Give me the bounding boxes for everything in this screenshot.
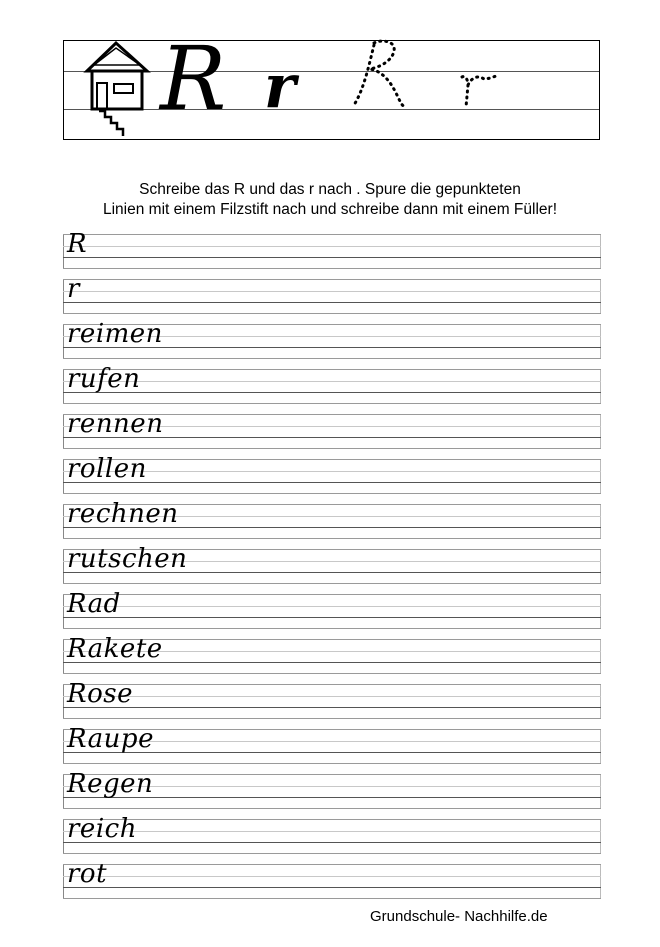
practice-row xyxy=(63,681,603,726)
guide-line-base xyxy=(63,617,601,618)
row-frame xyxy=(63,684,601,718)
house-icon xyxy=(64,41,601,141)
guide-line-mid xyxy=(63,831,601,832)
guide-line-top xyxy=(63,684,601,685)
practice-word: reich xyxy=(67,814,137,844)
guide-line-bottom xyxy=(63,808,601,809)
guide-line-top xyxy=(63,279,601,280)
guide-line-bottom xyxy=(63,268,601,269)
guide-line-bottom xyxy=(63,853,601,854)
practice-word: Rad xyxy=(67,589,121,619)
practice-word: Raupe xyxy=(67,724,154,754)
practice-word: r xyxy=(67,274,80,304)
guide-line-bottom xyxy=(63,628,601,629)
practice-word: rennen xyxy=(67,409,164,439)
guide-line-mid xyxy=(63,246,601,247)
header-dotted-capital-r xyxy=(352,41,353,42)
practice-word: R xyxy=(67,229,88,259)
guide-line-bottom xyxy=(63,538,601,539)
practice-word: rollen xyxy=(67,454,147,484)
guide-line-bottom xyxy=(63,448,601,449)
guide-line-bottom xyxy=(63,763,601,764)
practice-row xyxy=(63,771,603,816)
row-frame xyxy=(63,864,601,898)
guide-line-bottom xyxy=(63,673,601,674)
guide-line-top xyxy=(63,594,601,595)
guide-line-mid xyxy=(63,606,601,607)
guide-line-top xyxy=(63,864,601,865)
practice-row xyxy=(63,501,603,546)
instruction-line-1: Schreibe das R und das r nach . Spure die gepunkteten xyxy=(139,181,521,198)
header-capital-r: R xyxy=(160,27,227,130)
guide-line-bottom xyxy=(63,358,601,359)
guide-line-mid xyxy=(63,696,601,697)
guide-line-base xyxy=(63,257,601,258)
row-frame xyxy=(63,234,601,268)
practice-word: Rakete xyxy=(67,634,163,664)
practice-word: rutschen xyxy=(67,544,188,574)
row-frame xyxy=(63,279,601,313)
guide-line-base xyxy=(63,302,601,303)
practice-word: rufen xyxy=(67,364,141,394)
instruction-line-2: Linien mit einem Filzstift nach und schreibe dann mit einem Füller! xyxy=(102,201,557,218)
guide-line-bottom xyxy=(63,583,601,584)
footer-site: Grundschule- Nachhilfe.de xyxy=(370,908,548,925)
practice-row xyxy=(63,456,603,501)
guide-line-mid xyxy=(63,876,601,877)
practice-word: rechnen xyxy=(67,499,179,529)
guide-line-bottom xyxy=(63,403,601,404)
guide-line-mid xyxy=(63,381,601,382)
letter-header-box xyxy=(63,27,600,140)
practice-row xyxy=(63,636,603,681)
guide-line-mid xyxy=(63,291,601,292)
guide-line-bottom xyxy=(63,718,601,719)
practice-row xyxy=(63,816,603,861)
guide-line-top xyxy=(63,369,601,370)
guide-line-bottom xyxy=(63,313,601,314)
practice-row xyxy=(63,411,603,456)
practice-word: Rose xyxy=(67,679,133,709)
header-small-r: r xyxy=(264,52,296,122)
practice-word: reimen xyxy=(67,319,163,349)
practice-row xyxy=(63,546,603,591)
row-frame xyxy=(63,594,601,628)
instructions xyxy=(0,180,660,220)
guide-line-base xyxy=(63,707,601,708)
guide-line-bottom xyxy=(63,493,601,494)
practice-row xyxy=(63,366,603,411)
practice-row xyxy=(63,276,603,321)
practice-row xyxy=(63,861,603,906)
row-frame xyxy=(63,819,601,853)
practice-row xyxy=(63,591,603,636)
practice-word: rot xyxy=(67,859,108,889)
guide-line-top xyxy=(63,819,601,820)
practice-rows xyxy=(63,231,603,906)
practice-row xyxy=(63,321,603,366)
practice-row xyxy=(63,231,603,276)
guide-line-bottom xyxy=(63,898,601,899)
practice-row xyxy=(63,726,603,771)
practice-word: Regen xyxy=(67,769,154,799)
guide-line-base xyxy=(63,392,601,393)
guide-line-base xyxy=(63,842,601,843)
row-frame xyxy=(63,369,601,403)
guide-line-base xyxy=(63,887,601,888)
guide-line-top xyxy=(63,234,601,235)
